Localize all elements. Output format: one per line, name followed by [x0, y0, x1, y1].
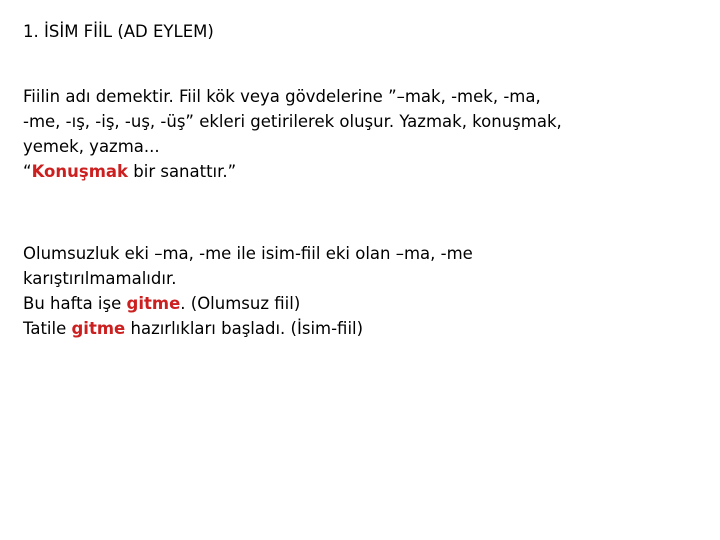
- negation-line-1: Olumsuzluk eki –ma, -me ile isim-fiil eki olan –ma, -me: [23, 244, 473, 263]
- definition-paragraph: [23, 84, 703, 184]
- example-2-after: . (Olumsuz fiil): [180, 294, 301, 313]
- slide-title: 1. İSİM FİİL (AD EYLEM): [23, 22, 214, 41]
- example-sentence-1: [23, 159, 703, 184]
- example-1-rest: bir sanattır.”: [128, 162, 237, 181]
- negation-paragraph: [23, 241, 703, 341]
- example-3-before: Tatile: [23, 319, 72, 338]
- example-2-before: Bu hafta işe: [23, 294, 127, 313]
- example-sentence-3: [23, 316, 703, 341]
- example-1-highlight: Konuşmak: [31, 162, 129, 181]
- example-1-open-quote: “: [23, 162, 32, 181]
- definition-line-1: Fiilin adı demektir. Fiil kök veya gövdelerine ”–mak, -mek, -ma,: [23, 87, 541, 106]
- example-2-highlight: gitme: [126, 294, 181, 313]
- example-3-after: hazırlıkları başladı. (İsim-fiil): [125, 319, 364, 338]
- example-sentence-2: [23, 291, 703, 316]
- definition-line-3: yemek, yazma...: [23, 137, 160, 156]
- negation-line-2: karıştırılmamalıdır.: [23, 269, 177, 288]
- definition-line-2: -me, -ış, -iş, -uş, -üş” ekleri getirilerek oluşur. Yazmak, konuşmak,: [23, 112, 562, 131]
- example-3-highlight: gitme: [71, 319, 126, 338]
